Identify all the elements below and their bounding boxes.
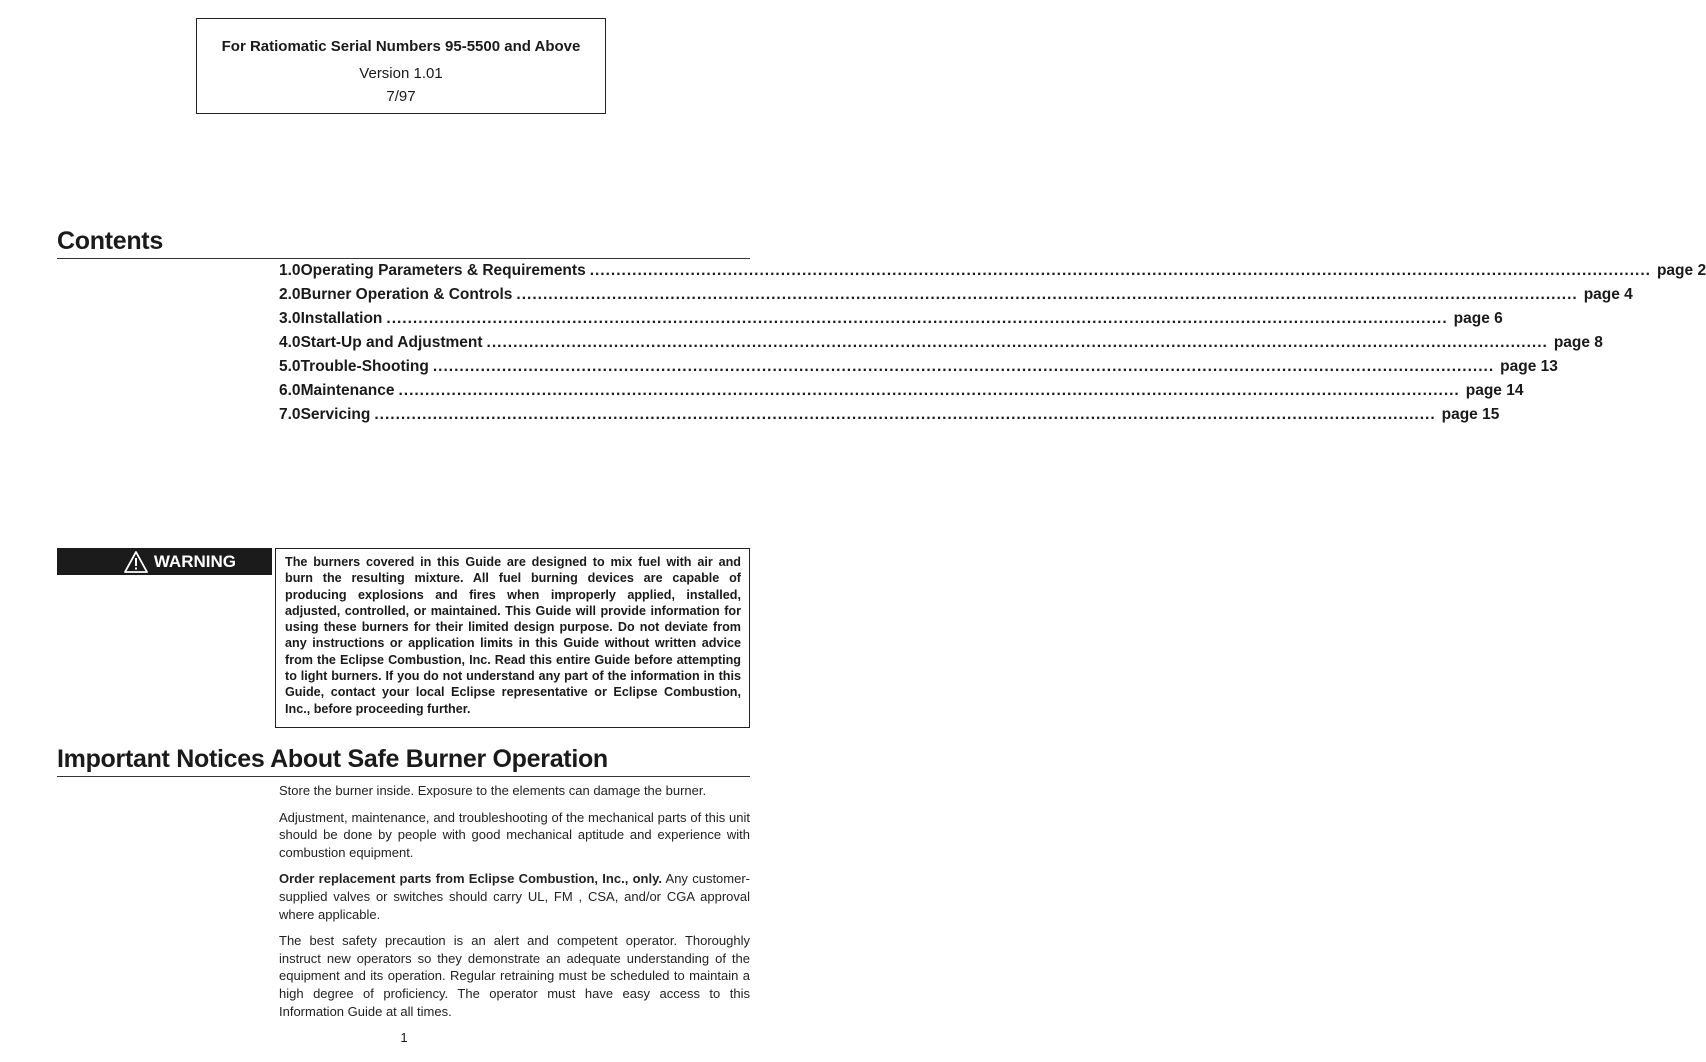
toc-leader-dots: ........................................................................................................................................................................................................	[432, 358, 1495, 375]
toc-title: Operating Parameters & Requirements	[300, 262, 586, 279]
safety-notices-heading: Important Notices About Safe Burner Operation	[57, 744, 750, 777]
toc-page: page 8	[1553, 334, 1603, 351]
toc-page: page 13	[1500, 358, 1558, 375]
toc-leader-dots: ........................................................................................................................................................................................................	[486, 334, 1548, 351]
toc-title: Servicing	[300, 406, 371, 423]
contents-heading: Contents	[57, 226, 750, 259]
table-of-contents	[279, 262, 1706, 430]
version-date: 7/97	[386, 88, 416, 105]
toc-number: 2.0	[279, 286, 301, 303]
notice-paragraph: Store the burner inside. Exposure to the elements can damage the burner.	[279, 783, 707, 798]
warning-label	[57, 548, 272, 575]
toc-leader-dots: ........................................................................................................................................................................................................	[398, 382, 1460, 399]
notice-paragraph: The best safety precaution is an alert and competent operator. Thoroughly instruct new operators so they demonstrate an adequate understanding of the equipment and its operation. Regular retraining must be scheduled to maintain a high degree of proficiency. The operator must have easy access to this Information Guide at all times.	[279, 933, 750, 1019]
notice-paragraph: Adjustment, maintenance, and troubleshooting of the mechanical parts of this unit should be done by people with good mechanical aptitude and experience with combustion equipment.	[279, 809, 750, 860]
toc-leader-dots: ........................................................................................................................................................................................................	[516, 286, 1578, 303]
serial-number-range: For Ratiomatic Serial Numbers 95-5500 and Above	[221, 38, 581, 55]
toc-entry[interactable]	[279, 334, 1603, 358]
toc-page: page 6	[1453, 310, 1503, 327]
toc-title: Start-Up and Adjustment	[300, 334, 483, 351]
toc-number: 4.0	[279, 334, 301, 351]
toc-title: Maintenance	[300, 382, 395, 399]
toc-title: Trouble-Shooting	[300, 358, 429, 375]
toc-title: Installation	[300, 310, 383, 327]
toc-number: 6.0	[279, 382, 301, 399]
toc-leader-dots: ........................................................................................................................................................................................................	[589, 262, 1651, 279]
version-header-box	[196, 18, 606, 114]
toc-number: 7.0	[279, 406, 301, 423]
notice-paragraph	[279, 870, 750, 923]
warning-label-text: WARNING	[153, 551, 236, 571]
safety-notices-body	[279, 782, 750, 1029]
toc-leader-dots: ........................................................................................................................................................................................................	[386, 310, 1448, 327]
toc-entry[interactable]	[279, 262, 1706, 286]
warning-text-box: The burners covered in this Guide are designed to mix fuel with air and burn the resulting mixture. All fuel burning devices are capable of producing explosions and fires when improperly applied, installed, adjusted, controlled, or maintained. This Guide will provide information for using these burners for their limited design purpose. Do not deviate from any instructions or application limits in this Guide without written advice from the Eclipse Combustion, Inc. Read this entire Guide before attempting to light burners. If you do not understand any part of the information in this Guide, contact your local Eclipse representative or Eclipse Combustion, Inc., before proceeding further.	[275, 548, 750, 728]
toc-entry[interactable]	[279, 382, 1524, 406]
toc-page: page 2	[1656, 262, 1706, 279]
toc-page: page 15	[1441, 406, 1500, 423]
toc-number: 1.0	[279, 262, 301, 279]
notice-text: Any customer-supplied valves or switches should carry UL, FM , CSA, and/or CGA approval where applicable.	[279, 871, 750, 922]
version-label: Version 1.01	[359, 65, 443, 82]
warning-triangle-icon	[124, 551, 148, 573]
toc-number: 3.0	[279, 310, 301, 327]
toc-page: page 4	[1583, 286, 1633, 303]
toc-entry[interactable]	[279, 310, 1503, 334]
toc-page: page 14	[1465, 382, 1524, 399]
toc-leader-dots: ........................................................................................................................................................................................................	[374, 406, 1436, 423]
toc-entry[interactable]	[279, 406, 1500, 430]
toc-entry[interactable]	[279, 358, 1558, 382]
toc-number: 5.0	[279, 358, 301, 375]
page-number: 1	[400, 1030, 408, 1045]
toc-entry[interactable]	[279, 286, 1633, 310]
notice-emphasis: Order replacement parts from Eclipse Combustion, Inc., only.	[279, 871, 662, 887]
toc-title: Burner Operation & Controls	[300, 286, 513, 303]
